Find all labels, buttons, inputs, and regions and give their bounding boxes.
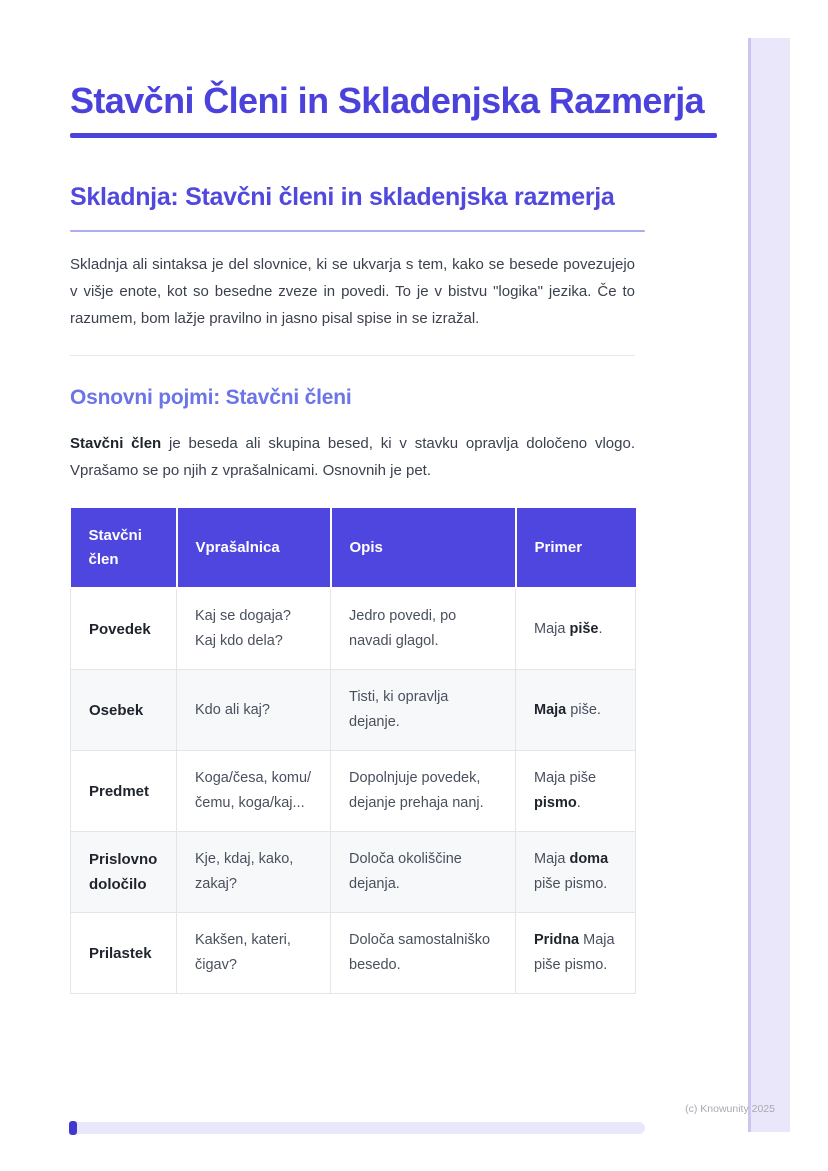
- document-page: [70, 0, 705, 994]
- table-row: [71, 751, 636, 832]
- cell-opis: Dopolnjuje povedek, dejanje prehaja nanj.: [331, 751, 516, 832]
- cell-vprasalnica: Kaj se dogaja? Kaj kdo dela?: [177, 588, 331, 670]
- table-row: [71, 588, 636, 670]
- cell-primer: Pridna Maja piše pismo.: [516, 913, 636, 994]
- table-header: [71, 508, 636, 588]
- primer-emphasis: pismo: [534, 795, 577, 811]
- clipped-callout-accent-bar: [69, 1121, 77, 1135]
- title-rule: [70, 133, 717, 138]
- table-row: [71, 832, 636, 913]
- cell-primer: Maja doma piše pismo.: [516, 832, 636, 913]
- cell-stavcni-clen: Povedek: [71, 588, 177, 670]
- header-vprasalnica: Vprašalnica: [177, 508, 331, 588]
- intro-paragraph: Skladnja ali sintaksa je del slovnice, ki se ukvarja s tem, kako se besede povezujejo v višje enote, kot so besedne zveze in povedi. To je v bistvu "logika" jezika. Če to razumem, bom lažje pravilno in jasno pisal spise in se izražal.: [70, 256, 635, 327]
- page-side-strip: [748, 38, 790, 1132]
- table-row: [71, 670, 636, 751]
- header-opis: Opis: [331, 508, 516, 588]
- cell-vprasalnica: Kje, kdaj, kako, zakaj?: [177, 832, 331, 913]
- subsection-heading: Osnovni pojmi: Stavčni členi: [70, 386, 352, 409]
- section-heading: Skladnja: Stavčni členi in skladenjska razmerja: [70, 183, 615, 211]
- header-primer: Primer: [516, 508, 636, 588]
- section-divider: [70, 355, 635, 356]
- clipped-callout-top: [70, 1122, 645, 1134]
- cell-primer: Maja piše pismo.: [516, 751, 636, 832]
- definition-term: Stavčni člen: [70, 435, 162, 452]
- cell-stavcni-clen: Prilastek: [71, 913, 177, 994]
- table-row: [71, 913, 636, 994]
- cell-opis: Določa okoliščine dejanja.: [331, 832, 516, 913]
- cell-vprasalnica: Kakšen, kateri, čigav?: [177, 913, 331, 994]
- cell-vprasalnica: Koga/česa, komu/čemu, koga/kaj...: [177, 751, 331, 832]
- header-stavcni-clen: Stavčni člen: [71, 508, 177, 588]
- page-title: Stavčni Členi in Skladenjska Razmerja: [70, 80, 705, 121]
- cell-primer: Maja piše.: [516, 588, 636, 670]
- copyright-notice: (c) Knowunity 2025: [685, 1103, 775, 1115]
- table-header-row: [71, 508, 636, 588]
- primer-emphasis: Pridna: [534, 932, 580, 948]
- cell-opis: Tisti, ki opravlja dejanje.: [331, 670, 516, 751]
- primer-emphasis: piše: [569, 620, 599, 637]
- definition-paragraph: [70, 430, 635, 484]
- section-heading-underline: [70, 230, 645, 232]
- cell-stavcni-clen: Prislovno določilo: [71, 832, 177, 913]
- definition-rest: je beseda ali skupina besed, ki v stavku opravlja določeno vlogo. Vprašamo se po njih z vprašalnicami. Osnovnih je pet.: [70, 435, 635, 479]
- cell-stavcni-clen: Predmet: [71, 751, 177, 832]
- cell-opis: Jedro povedi, po navadi glagol.: [331, 588, 516, 670]
- table-body: [71, 588, 636, 994]
- cell-primer: Maja piše.: [516, 670, 636, 751]
- cell-stavcni-clen: Osebek: [71, 670, 177, 751]
- sentence-elements-table: [70, 508, 636, 994]
- primer-emphasis: Maja: [534, 701, 567, 718]
- cell-opis: Določa samostalniško besedo.: [331, 913, 516, 994]
- primer-emphasis: doma: [569, 851, 609, 867]
- cell-vprasalnica: Kdo ali kaj?: [177, 670, 331, 751]
